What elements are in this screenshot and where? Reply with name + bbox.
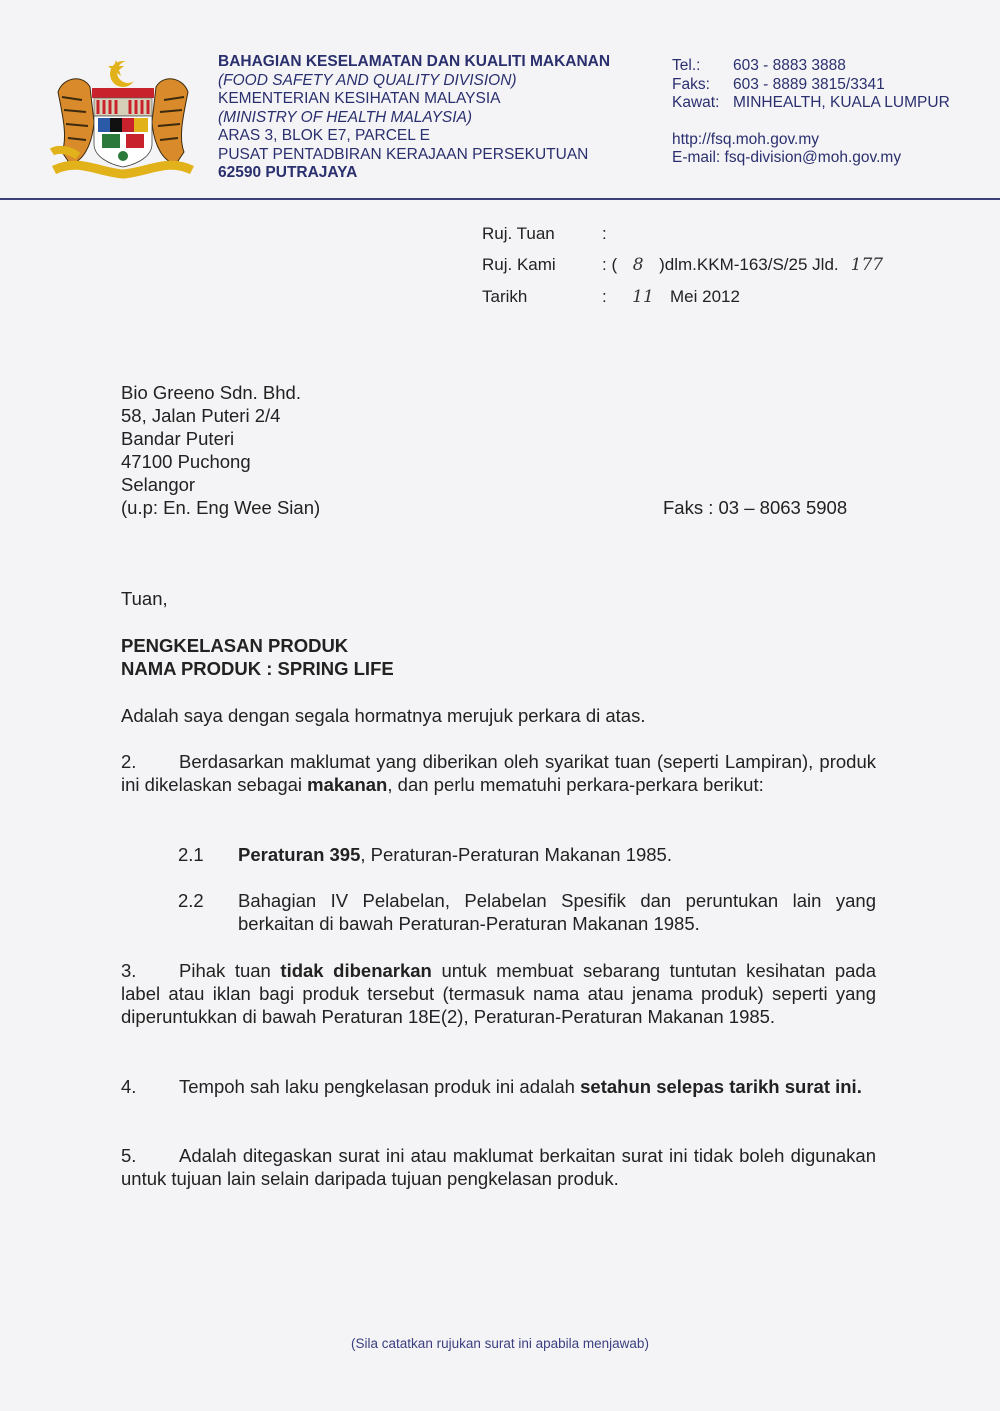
paragraph-4 [121, 1075, 876, 1098]
wire-label: Kawat: [672, 94, 720, 111]
division-name-malay: BAHAGIAN KESELAMATAN DAN KUALITI MAKANAN [218, 53, 611, 70]
ministry-name-malay: KEMENTERIAN KESIHATAN MALAYSIA [218, 90, 501, 107]
subject-line-1: PENGKELASAN PRODUK [121, 635, 349, 656]
paragraph-emphasis: setahun selepas tarikh surat ini. [580, 1076, 862, 1097]
subject-heading [121, 634, 394, 680]
our-ref-open: : ( [602, 255, 618, 274]
paragraph-number: 2. [121, 751, 137, 772]
tel-label: Tel.: [672, 57, 701, 74]
paragraph-text: Bahagian IV Pelabelan, Pelabelan Spesifik dan peruntukan lain yang berkaitan di bawah Peraturan-Peraturan Makanan 1985. [238, 890, 876, 934]
paragraph-emphasis: tidak dibenarkan [280, 960, 432, 981]
recipient-line: (u.p: En. Eng Wee Sian) [121, 497, 321, 518]
paragraph-text: , Peraturan-Peraturan Makanan 1985. [360, 844, 672, 865]
paragraph-5 [121, 1144, 876, 1190]
reference-block: Ruj. Tuan : Ruj. Kami : ( 8 )dlm.KKM-163/S/25 Jld. 177 Tarikh : 11 Mei 2012 [482, 218, 883, 313]
paragraph-text: Berdasarkan maklumat yang diberikan oleh syarikat tuan (seperti Lampiran), produk ini dikelaskan sebagai [121, 751, 876, 795]
ministry-name-english: (MINISTRY OF HEALTH MALAYSIA) [218, 108, 473, 126]
recipient-line: Selangor [121, 474, 196, 495]
our-ref-code: )dlm.KKM-163/S/25 Jld. [659, 255, 839, 274]
recipient-line: 47100 Puchong [121, 451, 251, 472]
paragraph-emphasis: makanan [307, 774, 388, 795]
paragraph-2 [121, 750, 876, 796]
subject-line-2: NAMA PRODUK : SPRING LIFE [121, 658, 394, 679]
paragraph-number: 4. [121, 1076, 137, 1097]
paragraph-number: 3. [121, 960, 137, 981]
footer-note: (Sila catatkan rujukan surat ini apabila menjawab) [351, 1336, 649, 1351]
salutation: Tuan, [121, 588, 168, 609]
wire-value: MINHEALTH, KUALA LUMPUR [733, 94, 950, 111]
paragraph-number: 2.1 [178, 844, 204, 865]
paragraph-3 [121, 959, 876, 1028]
division-name-english: (FOOD SAFETY AND QUALITY DIVISION) [218, 71, 517, 89]
recipient-address [121, 381, 320, 519]
paragraph-emphasis: Peraturan 395 [238, 844, 361, 865]
website-link[interactable]: http://fsq.moh.gov.my [672, 130, 820, 148]
paragraph-2-2 [178, 889, 876, 935]
our-ref-label: Ruj. Kami [482, 255, 556, 274]
our-ref-handwritten-number: 8 [632, 255, 644, 275]
fax-value: 603 - 8889 3815/3341 [733, 75, 885, 93]
letterhead-organization [218, 53, 610, 183]
paragraph-number: 5. [121, 1145, 137, 1166]
address-line-2: PUSAT PENTADBIRAN KERAJAAN PERSEKUTUAN [218, 145, 589, 163]
paragraph-number: 2.2 [178, 890, 204, 911]
email-link[interactable]: E-mail: fsq-division@moh.gov.my [672, 149, 902, 166]
date-label: Tarikh [482, 287, 528, 306]
paragraph-text: Adalah ditegaskan surat ini atau maklumat berkaitan surat ini tidak boleh digunakan untuk tujuan lain selain daripada tujuan pengkelasan produk. [121, 1145, 876, 1189]
tel-value: 603 - 8883 3888 [733, 57, 846, 74]
date-text: Mei 2012 [670, 287, 740, 306]
paragraph-text: Pihak tuan [179, 960, 281, 981]
paragraph-intro: Adalah saya dengan segala hormatnya merujuk perkara di atas. [121, 705, 646, 726]
header-divider [0, 198, 1000, 200]
paragraph-text: untuk membuat sebarang tuntutan kesihatan pada label atau iklan bagi produk tersebut (termasuk nama atau jenama produk) seperti yang diperuntukkan di bawah Peraturan 18E(2), Peraturan-Peraturan Makanan 1985. [121, 960, 876, 1027]
recipient-line: 58, Jalan Puteri 2/4 [121, 405, 281, 426]
paragraph-text: , dan perlu mematuhi perkara-perkara berikut: [387, 774, 764, 795]
coat-of-arms-icon [48, 52, 198, 182]
date-handwritten-day: 11 [632, 287, 654, 307]
recipient-fax: Faks : 03 – 8063 5908 [663, 497, 848, 518]
our-ref-handwritten-volume: 177 [850, 255, 884, 275]
letterhead-contact [672, 57, 950, 168]
paragraph-2-1 [178, 843, 876, 866]
recipient-line: Bandar Puteri [121, 428, 235, 449]
address-line-1: ARAS 3, BLOK E7, PARCEL E [218, 127, 430, 144]
fax-label: Faks: [672, 75, 710, 93]
address-postcode: 62590 PUTRAJAYA [218, 164, 358, 181]
your-ref-label: Ruj. Tuan [482, 224, 555, 243]
paragraph-text: Tempoh sah laku pengkelasan produk ini adalah [179, 1076, 581, 1097]
recipient-line: Bio Greeno Sdn. Bhd. [121, 382, 301, 403]
